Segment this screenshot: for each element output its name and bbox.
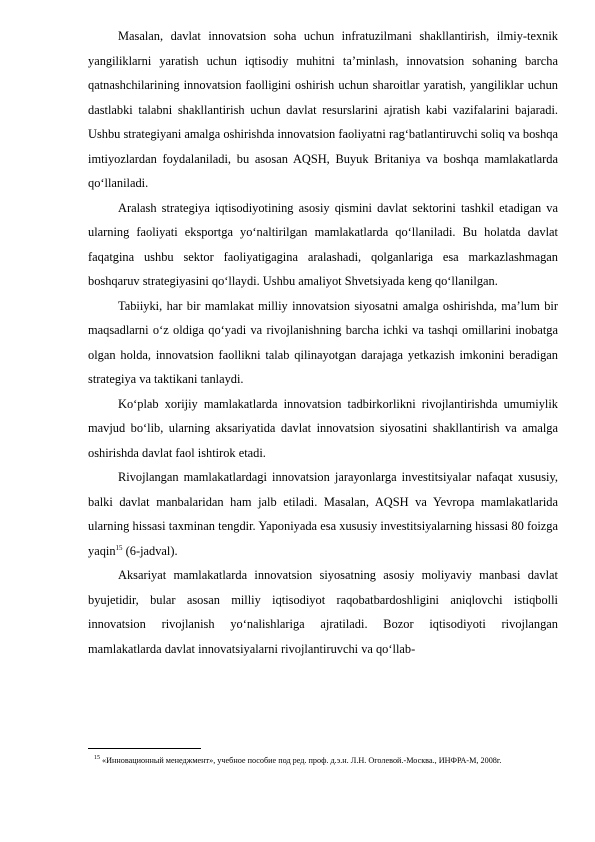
footnote (88, 752, 558, 769)
body-text (88, 24, 558, 661)
paragraph-3: Tabiiyki, har bir mamlakat milliy innovatsion siyosatni amalga oshirishda, ma’lum bir maqsadlarni o‘z oldiga qo‘yadi va rivojlanishning barcha ichki va tashqi omillarini inobatga olgan holda, innovatsion faollikni talab qilinayotgan darajaga yetkazish imkonini beradigan strategiya va taktikani tanlaydi. (88, 298, 558, 386)
footnote-text: «Инновационный менеджмент», учебное пособие под ред. проф. д.э.н. Л.Н. Оголевой.-Москва., ИНФРА-М, 2008г. (102, 756, 502, 765)
footnote-divider (88, 748, 201, 749)
footnote-reference[interactable]: 15 (115, 543, 123, 552)
paragraph-6: Aksariyat mamlakatlarda innovatsion siyosatning asosiy moliyaviy manbasi davlat byujetidir, bular asosan milliy iqtisodiyot raqobatbardoshligini aniqlovchi istiqbolli innovatsion rivojlanish yo‘nalishlariga ajratiladi. Bozor iqtisodiyoti rivojlangan mamlakatlarda davlat innovatsiyalarni rivojlantiruvchi va qo‘llab- (88, 568, 558, 656)
paragraph-2: Aralash strategiya iqtisodiyotining asosiy qismini davlat sektorini tashkil etadigan va ularning faoliyati eksportga yo‘naltirilgan mamlakatlarda qo‘llaniladi. Bu holatda davlat faqatgina ushbu sektor faoliyatigagina aralashadi, qolganlariga esa markazlashmagan boshqaruv strategiyasini qo‘llaydi. Ushbu amaliyot Shvetsiyada keng qo‘llanilgan. (88, 200, 558, 288)
paragraph-5-text: Rivojlangan mamlakatlardagi innovatsion jarayonlarga investitsiyalar nafaqat xususiy, balki davlat manbalaridan ham jalb etiladi. Masalan, AQSH va Yevropa mamlakatlarida ularning hissasi taxminan tengdir. Yaponiyada esa xususiy investitsiyalarning hissasi 80 foizga yaqin (88, 470, 558, 558)
paragraph-5 (88, 465, 558, 563)
paragraph-4: Ko‘plab xorijiy mamlakatlarda innovatsion tadbirkorlikni rivojlantirishda umumiylik mavjud bo‘lib, ularning aksariyatida davlat innovatsion siyosatini shakllantirish va amalga oshirishda davlat faol ishtirok etadi. (88, 396, 558, 460)
footnote-number: 15 (94, 755, 100, 762)
paragraph-1: Masalan, davlat innovatsion soha uchun infratuzilmani shakllantirish, ilmiy-texnik yangiliklarni yaratish uchun iqtisodiy muhitni ta’minlash, innovatsion sohaning barcha qatnashchilarining innovatsion faolligini oshirish uchun sharoitlar yaratish, yangiliklar uchun dastlabki talabni shakllantirish uchun davlat resurslarini ajratish kabi vazifalarini bajaradi. Ushbu strategiyani amalga oshirishda innovatsion faoliyatni rag‘batlantiruvchi soliq va boshqa imtiyozlardan foydalaniladi, bu asosan AQSH, Buyuk Britaniya va boshqa mamlakatlarda qo‘llaniladi. (88, 29, 558, 190)
paragraph-5-tail: (6-jadval). (122, 543, 178, 558)
